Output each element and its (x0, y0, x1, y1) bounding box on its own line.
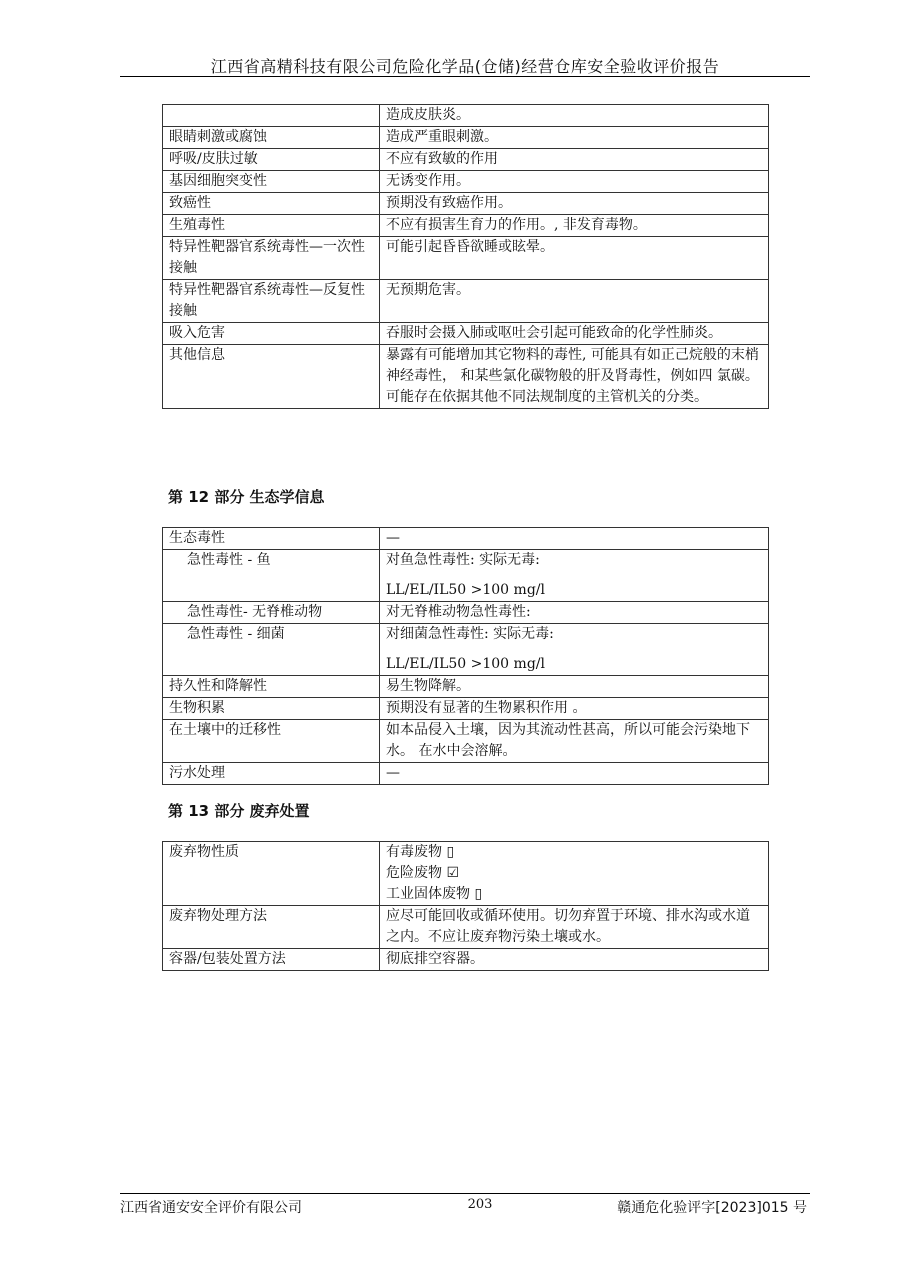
footer-doc-number: 赣通危化验评字[2023]015 号 (617, 1200, 807, 1216)
row-value: — (380, 528, 769, 550)
row-key: 眼睛刺激或腐蚀 (163, 127, 380, 149)
row-value: 彻底排空容器。 (380, 949, 769, 971)
row-value (380, 550, 769, 602)
line-gap (386, 645, 762, 654)
row-key: 急性毒性 - 细菌 (163, 624, 380, 676)
row-value: 吞服时会摄入肺或呕吐会引起可能致命的化学性肺炎。 (380, 323, 769, 345)
ecology-table (162, 527, 769, 785)
row-value: — (380, 763, 769, 785)
table-row (163, 676, 769, 698)
row-key: 基因细胞突变性 (163, 171, 380, 193)
row-value: 预期没有致癌作用。 (380, 193, 769, 215)
table-row (163, 345, 769, 409)
row-key: 吸入危害 (163, 323, 380, 345)
table-row (163, 127, 769, 149)
table-row (163, 906, 769, 949)
row-value: 无预期危害。 (380, 280, 769, 323)
header-divider (120, 76, 810, 77)
waste-type-option: 工业固体废物 ▯ (386, 886, 483, 902)
row-key: 废弃物性质 (163, 842, 380, 906)
row-key: 污水处理 (163, 763, 380, 785)
footer-company: 江西省通安安全评价有限公司 (120, 1200, 302, 1216)
row-value (380, 624, 769, 676)
table-row (163, 842, 769, 906)
waste-type-option: 危险废物 ☑ (386, 865, 460, 881)
row-key: 特异性靶器官系统毒性—反复性接触 (163, 280, 380, 323)
table-row (163, 149, 769, 171)
table-row (163, 624, 769, 676)
row-key: 特异性靶器官系统毒性—一次性接触 (163, 237, 380, 280)
table-row (163, 720, 769, 763)
table-row (163, 949, 769, 971)
table-row (163, 171, 769, 193)
disposal-table (162, 841, 769, 971)
value-line: 对鱼急性毒性: 实际无毒: (386, 552, 540, 568)
row-value: 如本品侵入土壤，因为其流动性甚高，所以可能会污染地下水。 在水中会溶解。 (380, 720, 769, 763)
value-line: LL/EL/IL50 >100 mg/l (386, 582, 545, 598)
row-value: 不应有损害生育力的作用。, 非发育毒物。 (380, 215, 769, 237)
row-key: 生物积累 (163, 698, 380, 720)
row-value (380, 842, 769, 906)
row-value: 应尽可能回收或循环使用。切勿弃置于环境、排水沟或水道之内。不应让废弃物污染土壤或水。 (380, 906, 769, 949)
row-value: 易生物降解。 (380, 676, 769, 698)
table-row (163, 237, 769, 280)
row-value: 无诱变作用。 (380, 171, 769, 193)
row-key: 急性毒性 - 鱼 (163, 550, 380, 602)
line-gap (386, 571, 762, 580)
section-13-title: 第 13 部分 废弃处置 (168, 802, 310, 820)
footer-divider (120, 1193, 810, 1194)
row-key (163, 105, 380, 127)
table-row (163, 323, 769, 345)
row-key: 持久性和降解性 (163, 676, 380, 698)
table-row (163, 193, 769, 215)
row-key: 废弃物处理方法 (163, 906, 380, 949)
toxicology-table (162, 104, 769, 409)
value-line: 对细菌急性毒性: 实际无毒: (386, 626, 554, 642)
row-value: 预期没有显著的生物累积作用 。 (380, 698, 769, 720)
row-value: 可能引起昏昏欲睡或眩晕。 (380, 237, 769, 280)
row-key: 急性毒性- 无脊椎动物 (163, 602, 380, 624)
row-value: 不应有致敏的作用 (380, 149, 769, 171)
waste-type-option: 有毒废物 ▯ (386, 844, 455, 860)
row-key: 其他信息 (163, 345, 380, 409)
table-row (163, 528, 769, 550)
row-key: 致癌性 (163, 193, 380, 215)
row-key: 容器/包装处置方法 (163, 949, 380, 971)
table-row (163, 215, 769, 237)
row-key: 呼吸/皮肤过敏 (163, 149, 380, 171)
row-value: 暴露有可能增加其它物料的毒性, 可能具有如正己烷般的末梢神经毒性， 和某些氯化碳物般的肝及肾毒性，例如四 氯碳。 可能存在依据其他不同法规制度的主管机关的分类。 (380, 345, 769, 409)
row-value: 对无脊椎动物急性毒性: (380, 602, 769, 624)
row-key: 生殖毒性 (163, 215, 380, 237)
value-line: LL/EL/IL50 >100 mg/l (386, 656, 545, 672)
table-row (163, 763, 769, 785)
row-value: 造成皮肤炎。 (380, 105, 769, 127)
page-number: 203 (467, 1197, 493, 1212)
row-value: 造成严重眼刺激。 (380, 127, 769, 149)
page-header-title: 江西省高精科技有限公司危险化学品(仓储)经营仓库安全验收评价报告 (210, 57, 720, 76)
row-key: 在土壤中的迁移性 (163, 720, 380, 763)
table-row (163, 698, 769, 720)
table-row (163, 602, 769, 624)
table-row (163, 280, 769, 323)
section-12-title: 第 12 部分 生态学信息 (168, 488, 325, 506)
table-row (163, 550, 769, 602)
table-row (163, 105, 769, 127)
row-key: 生态毒性 (163, 528, 380, 550)
